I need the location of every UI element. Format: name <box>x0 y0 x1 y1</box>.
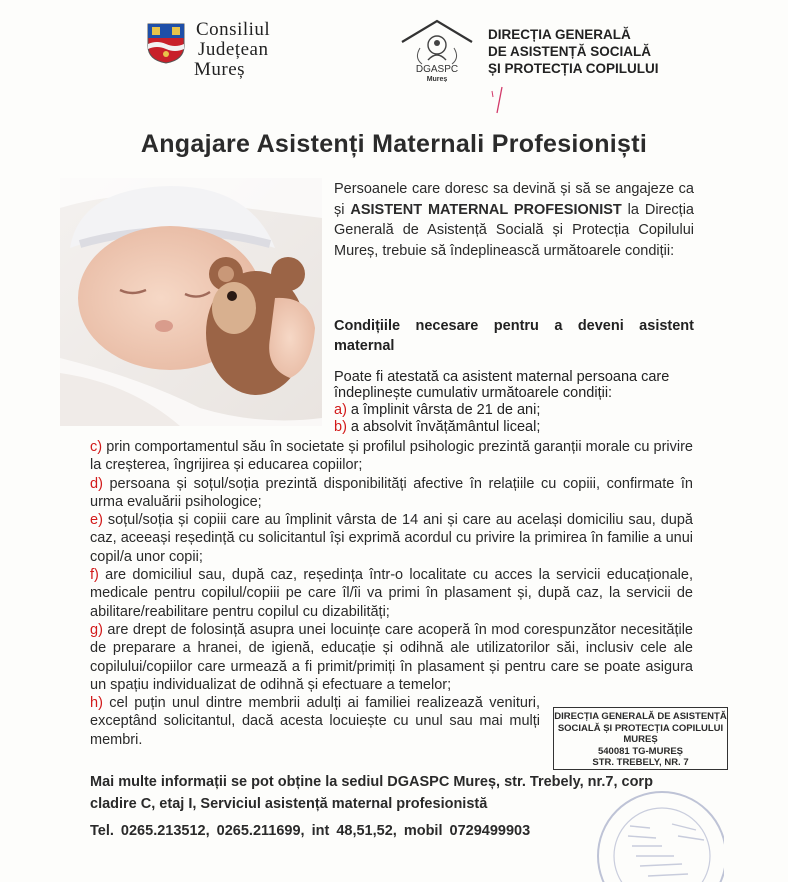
stamp-line: STR. TREBELY, NR. 7 <box>592 757 689 768</box>
condition-text: a împlinit vârsta de 21 de ani; <box>346 402 541 418</box>
condition-item-a <box>334 402 540 418</box>
condition-label: g) <box>90 621 103 638</box>
condition-text: persoana și soțul/soția prezintă disponibilități afective în relațiile cu copiii, confirmate în urma evaluării psihologice; <box>90 475 693 510</box>
conditions-intro: Poate fi atestată ca asistent maternal persoana care îndeplinește cumulativ următoarele condiții: <box>334 369 670 401</box>
condition-text: are domiciliul sau, după caz, reședința într-o localitate cu acces la servicii educaționale, medicale pentru copilul/copiii pe care îl/îi va primi în plasament și, după caz, la servicii de abilitare/reabilitare pentru copilul cu dizabilități; <box>90 567 693 620</box>
condition-label: h) <box>90 695 103 712</box>
baby-with-teddy-photo <box>60 178 322 426</box>
condition-text: cel puțin unul dintre membrii adulți ai familiei realizează venituri, exceptând solicitantul, dacă acesta locuiește cu unul sau mai mulți membri. <box>90 695 540 748</box>
county-council-name <box>196 20 270 80</box>
condition-text: a absolvit învățământul liceal; <box>346 419 541 435</box>
stamp-line: DIRECȚIA GENERALĂ DE ASISTENȚĂ <box>554 711 727 722</box>
agency-line-2: DE ASISTENȚĂ SOCIALĂ <box>488 44 652 59</box>
logo-city: Mureș <box>426 76 448 82</box>
condition-item-e <box>90 511 693 566</box>
address-stamp <box>553 707 728 770</box>
county-coat-of-arms-icon <box>146 22 186 64</box>
dgaspc-house-logo-icon <box>398 18 476 82</box>
condition-label: a) <box>334 402 347 418</box>
info-footer: Mai multe informații se pot obține la sediul DGASPC Mureș, str. Trebely, nr.7, corp cladire C, etaj I, Serviciul asistență maternal profesionistă <box>90 774 653 812</box>
condition-item-b <box>334 419 540 435</box>
condition-label: d) <box>90 475 103 492</box>
condition-item-g <box>90 621 693 694</box>
conditions-list <box>90 438 693 749</box>
intro-text-1: Persoanele care doresc sa devină și să se angajeze ca și <box>334 181 694 218</box>
condition-label: c) <box>90 439 103 455</box>
condition-text: prin comportamentul său în societate și profilul psihologic prezintă garanții morale cu privire la creșterea, îngrijirea și educarea copiilor; <box>90 439 693 474</box>
condition-label: b) <box>334 419 347 435</box>
council-line-3: Mureș <box>194 59 246 80</box>
condition-item-f <box>90 566 693 621</box>
round-seal-icon <box>592 784 724 882</box>
agency-line-1: DIRECȚIA GENERALĂ <box>488 27 631 42</box>
agency-name <box>488 26 659 77</box>
intro-paragraph <box>334 179 694 261</box>
conditions-heading: Condițiile necesare pentru a deveni asistent maternal <box>334 318 694 354</box>
condition-label: f) <box>90 567 99 584</box>
condition-item-h <box>90 694 540 749</box>
condition-text: are drept de folosință asupra unei locuințe care acoperă în mod corespunzător necesitățile de preparare a hranei, de igienă, educație și odihnă ale utilizatorilor săi, inclusiv cele ale copilului/copiilor care urmează a fi primit/primiți în plasament și pentru care se poate asigura un spațiu individualizat de odihnă și efectuare a temelor; <box>90 621 693 693</box>
condition-label: e) <box>90 512 103 529</box>
intro-bold-role: ASISTENT MATERNAL PROFESIONIST <box>350 201 622 218</box>
handwritten-mark <box>488 85 508 115</box>
condition-item-c <box>90 438 693 475</box>
agency-line-3: ȘI PROTECȚIA COPILULUI <box>488 61 659 76</box>
stamp-line: MUREȘ <box>623 734 658 745</box>
page-title: Angajare Asistenți Maternali Profesioniști <box>140 130 648 158</box>
contact-phones: Tel. 0265.213512, 0265.211699, int 48,51,52, mobil 0729499903 <box>90 823 531 839</box>
council-line-2: Județean <box>198 39 269 60</box>
logo-abbr: DGASPC <box>415 64 459 75</box>
condition-text: soțul/soția și copiii care au împlinit vârsta de 14 ani și care au același domiciliu sau, după caz, aceeași reședință cu solicitantul își exprimă acordul cu privire la primirea în familie a unui copil/a unor copii; <box>90 512 693 565</box>
council-line-1: Consiliul <box>196 19 271 40</box>
condition-item-d <box>90 475 693 512</box>
stamp-line: 540081 TG-MUREȘ <box>597 745 683 757</box>
intro-text-2: la Direcția Generală de Asistență Socială și Protecția Copilului Mureș, trebuie să îndeplinească următoarele condiții: <box>334 201 694 259</box>
stamp-line: SOCIALĂ ȘI PROTECȚIA COPILULUI <box>557 722 724 734</box>
